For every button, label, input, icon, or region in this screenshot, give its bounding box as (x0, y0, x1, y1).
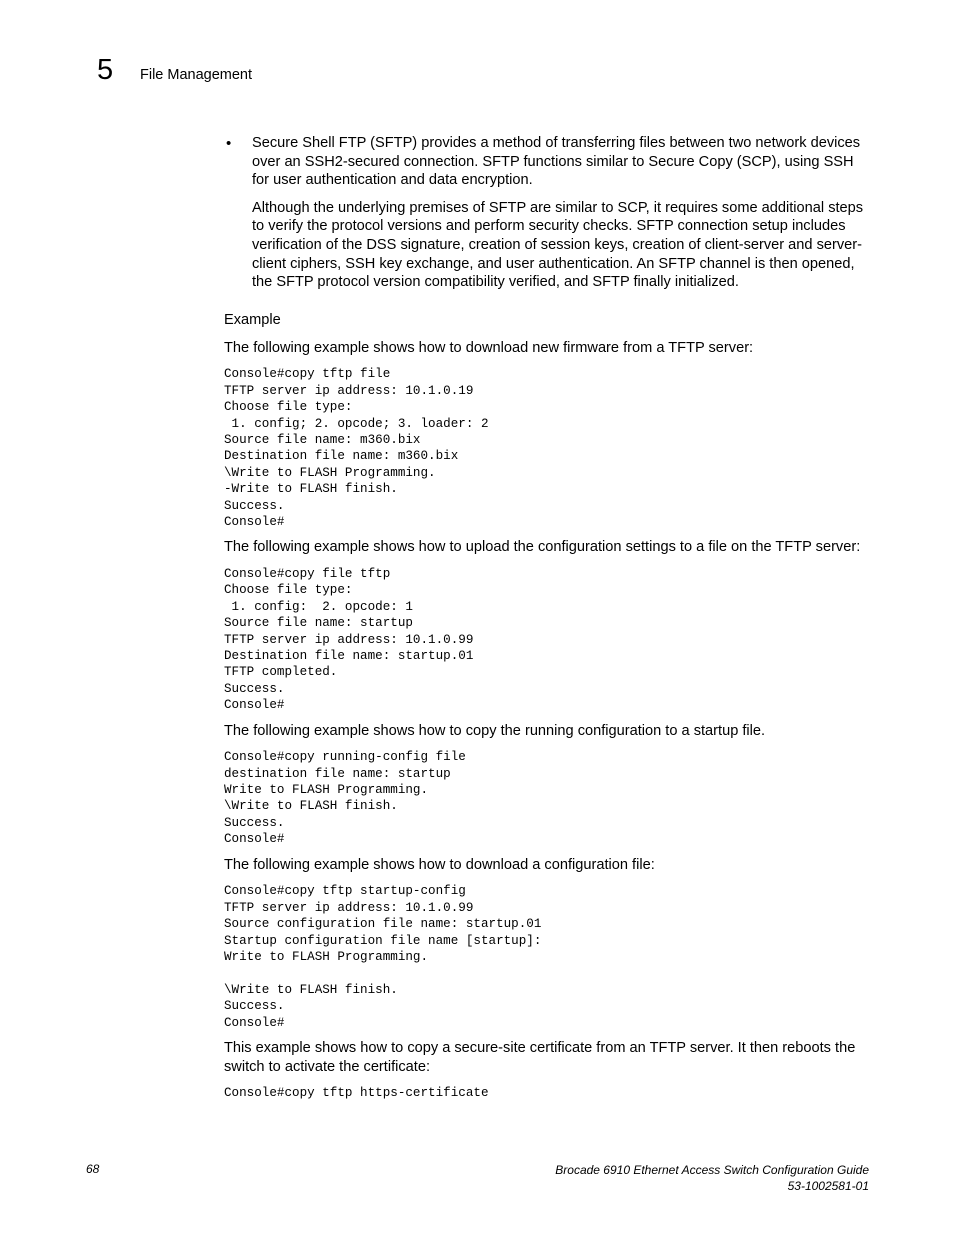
bullet-item (224, 134, 874, 190)
example-intro: The following example shows how to copy the running configuration to a startup file. (224, 722, 766, 739)
example-intro: The following example shows how to upload the configuration settings to a file on the TFTP server: (224, 539, 861, 556)
page-content (224, 134, 874, 1110)
chapter-title: File Management (140, 67, 253, 83)
code-block: Console#copy tftp startup-config TFTP server ip address: 10.1.0.99 Source configuration file name: startup.01 Startup configuration file name [startup]: Write to FLASH Programming. \Write to FLASH finish. Success. Console# (224, 884, 542, 1030)
bullet-text: Secure Shell FTP (SFTP) provides a method of transferring files between two network devices over an SSH2-secured connection. SFTP functions similar to Secure Copy (SCP), using SSH for user authentication and data encryption. (252, 135, 861, 189)
example-intro: The following example shows how to download a configuration file: (224, 856, 655, 873)
code-block: Console#copy file tftp Choose file type: 1. config: 2. opcode: 1 Source file name: startup TFTP server ip address: 10.1.0.99 Destination file name: startup.01 TFTP completed. Success. Console# (224, 567, 474, 713)
example-intro: This example shows how to copy a secure-site certificate from an TFTP server. It then reboots the switch to activate the certificate: (224, 1039, 856, 1075)
example-heading: Example (224, 311, 281, 328)
code-block: Console#copy tftp https-certificate (224, 1086, 489, 1101)
footer-doc-info (555, 1162, 869, 1194)
example-intro: The following example shows how to download new firmware from a TFTP server: (224, 339, 754, 356)
bullet-paragraph: Although the underlying premises of SFTP are similar to SCP, it requires some additional steps to verify the protocol versions and perform security checks. SFTP connection setup includes verification of the DSS signature, creation of session keys, creation of client-server and server-client ciphers, SSH key exchange, and user authentication. An SFTP channel is then opened, the SFTP protocol version compatibility verified, and SFTP finally initialized. (252, 199, 864, 291)
footer-doc-title: Brocade 6910 Ethernet Access Switch Configuration Guide (555, 1163, 869, 1177)
bullet-icon: • (226, 135, 232, 152)
code-block: Console#copy running-config file destination file name: startup Write to FLASH Programming. \Write to FLASH finish. Success. Console# (224, 750, 466, 847)
chapter-number: 5 (97, 54, 114, 86)
code-block: Console#copy tftp file TFTP server ip address: 10.1.0.19 Choose file type: 1. config; 2. opcode; 3. loader: 2 Source file name: m360.bix Destination file name: m360.bix \Write to FLASH Programming. -Write to FLASH finish. Success. Console# (224, 367, 489, 529)
page-number: 68 (86, 1162, 100, 1176)
footer-doc-number: 53-1002581-01 (787, 1179, 869, 1193)
